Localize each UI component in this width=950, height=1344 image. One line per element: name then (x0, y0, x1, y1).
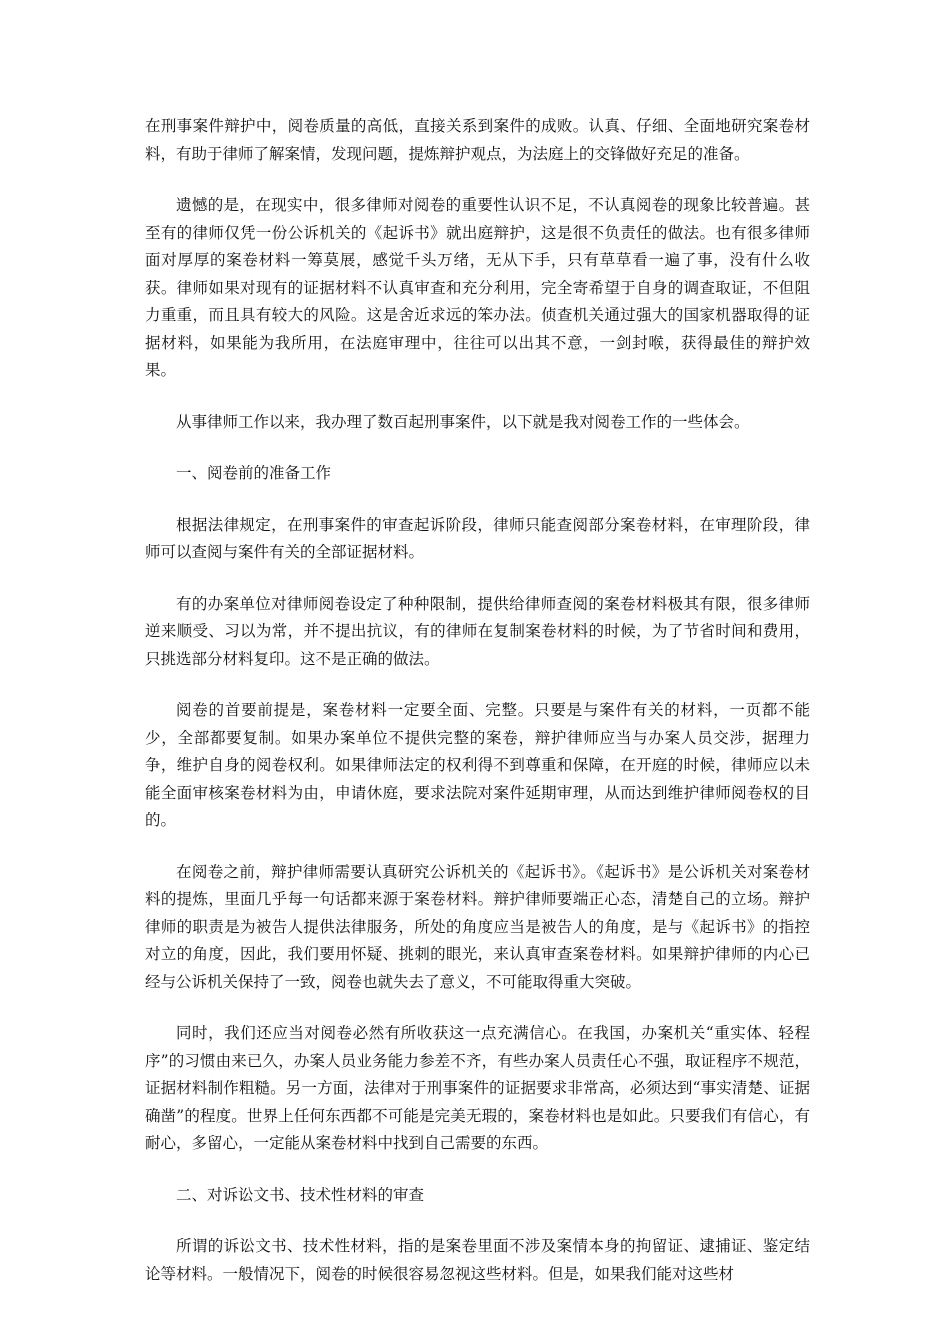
paragraph-restrictions: 有的办案单位对律师阅卷设定了种种限制，提供给律师查阅的案卷材料极其有限，很多律师逆来顺受、习以为常，并不提出抗议，有的律师在复制案卷材料的时候，为了节省时间和费用，只挑选部分材料复印。这不是正确的做法。 (145, 594, 810, 668)
section-heading-2: 二、对诉讼文书、技术性材料的审查 (176, 1185, 425, 1204)
paragraph-experience: 从事律师工作以来，我办理了数百起刑事案件，以下就是我对阅卷工作的一些体会。 (176, 412, 750, 431)
paragraph-confidence: 同时，我们还应当对阅卷必然有所收获这一点充满信心。在我国，办案机关“重实体、轻程序”的习惯由来已久，办案人员业务能力参差不齐，有些办案人员责任心不强，取证程序不规范，证据材料制作粗糙。另一方面，法律对于刑事案件的证据要求非常高，必须达到“事实清楚、证据确凿”的程度。世界上任何东西都不可能是完美无瑕的，案卷材料也是如此。只要我们有信心，有耐心，多留心，一定能从案卷材料中找到自己需要的东西。 (145, 1024, 810, 1152)
paragraph-litigation-documents: 所谓的诉讼文书、技术性材料，指的是案卷里面不涉及案情本身的拘留证、逮捕证、鉴定结论等材料。一般情况下，阅卷的时候很容易忽视这些材料。但是，如果我们能对这些材 (145, 1237, 810, 1283)
paragraph-indictment: 在阅卷之前，辩护律师需要认真研究公诉机关的《起诉书》。《起诉书》是公诉机关对案卷材料的提炼，里面几乎每一句话都来源于案卷材料。辩护律师要端正心态，清楚自己的立场。辩护律师的职责是为被告人提供法律服务，所处的角度应当是被告人的角度，是与《起诉书》的指控对立的角度，因此，我们要用怀疑、挑刺的眼光，来认真审查案卷材料。如果辩护律师的内心已经与公诉机关保持了一致，阅卷也就失去了意义，不可能取得重大突破。 (145, 862, 810, 991)
document-body (145, 113, 810, 1312)
paragraph-completeness: 阅卷的首要前提是，案卷材料一定要全面、完整。只要是与案件有关的材料，一页都不能少，全部都要复制。如果办案单位不提供完整的案卷，辩护律师应当与办案人员交涉，据理力争，维护自身的阅卷权利。如果律师法定的权利得不到尊重和保障，在开庭的时候，律师应以未能全面审核案卷材料为由，申请休庭，要求法院对案件延期审理，从而达到维护律师阅卷权的目的。 (145, 701, 810, 829)
paragraph-legal-basis: 根据法律规定，在刑事案件的审查起诉阶段，律师只能查阅部分案卷材料，在审理阶段，律师可以查阅与案件有关的全部证据材料。 (145, 515, 810, 561)
paragraph-regret: 遗憾的是，在现实中，很多律师对阅卷的重要性认识不足，不认真阅卷的现象比较普遍。甚至有的律师仅凭一份公诉机关的《起诉书》就出庭辩护，这是很不负责任的做法。也有很多律师面对厚厚的案卷材料一筹莫展，感觉千头万绪，无从下手，只有草草看一遍了事，没有什么收获。律师如果对现有的证据材料不认真审查和充分利用，完全寄希望于自身的调查取证，不但阻力重重，而且具有较大的风险。这是舍近求远的笨办法。侦查机关通过强大的国家机器取得的证据材料，如果能为我所用，在法庭审理中，往往可以出其不意，一剑封喉，获得最佳的辩护效果。 (145, 196, 810, 379)
paragraph-intro: 在刑事案件辩护中，阅卷质量的高低，直接关系到案件的成败。认真、仔细、全面地研究案卷材料，有助于律师了解案情，发现问题，提炼辩护观点，为法庭上的交锋做好充足的准备。 (145, 117, 810, 163)
section-heading-1: 一、阅卷前的准备工作 (176, 464, 332, 482)
